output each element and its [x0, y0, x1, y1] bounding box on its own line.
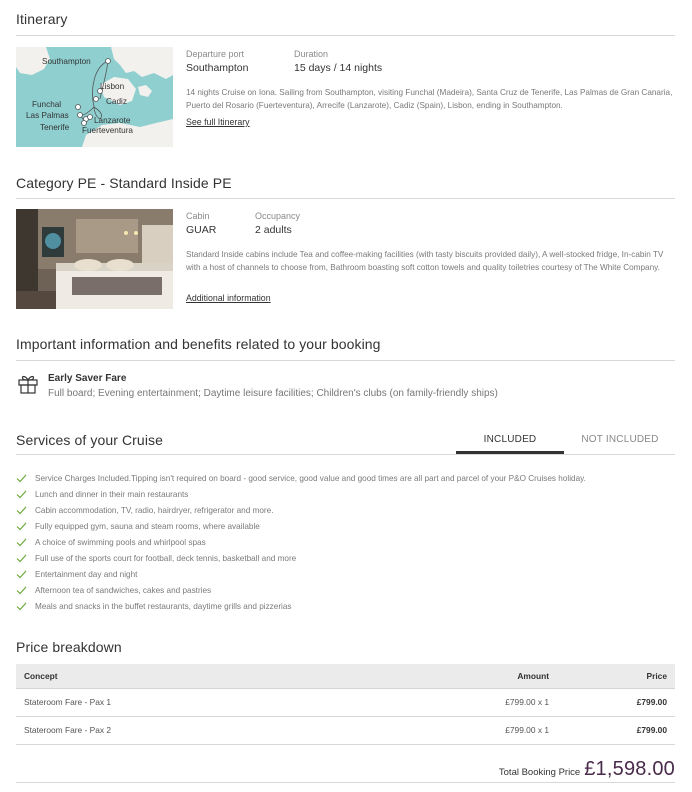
service-item-text: Full use of the sports court for football, deck tennis, basketball and more: [35, 553, 297, 563]
additional-information-link[interactable]: Additional information: [186, 293, 271, 303]
check-icon: [16, 586, 27, 595]
total-divider: [16, 782, 675, 783]
map-image: [16, 47, 173, 147]
category-title: Category PE - Standard Inside PE: [16, 175, 232, 191]
tab-included[interactable]: INCLUDED: [483, 434, 537, 445]
services-title: Services of your Cruise: [16, 432, 164, 448]
service-item-text: A choice of swimming pools and whirlpool spas: [35, 537, 206, 547]
map-label-lanzarote: Lanzarote: [94, 116, 131, 125]
cabin-photo[interactable]: [16, 209, 173, 309]
row-price: £799.00: [555, 716, 675, 744]
service-item: [16, 598, 676, 614]
row-amount: £799.00 x 1: [415, 688, 555, 716]
services-list: [16, 470, 676, 614]
itinerary-map[interactable]: [16, 47, 173, 147]
total-value: £1,598.00: [584, 758, 675, 780]
departure-port-value: Southampton: [186, 62, 249, 74]
fare-description: Full board; Evening entertainment; Daytime leisure facilities; Children's clubs (on family-friendly ships): [48, 388, 498, 399]
duration-value: 15 days / 14 nights: [294, 62, 383, 74]
benefits-title: Important information and benefits related to your booking: [16, 336, 381, 352]
row-concept: Stateroom Fare - Pax 1: [16, 688, 415, 716]
price-table: [16, 664, 675, 745]
service-item: [16, 534, 676, 550]
gift-icon: [16, 371, 40, 395]
table-row: [16, 716, 675, 744]
occupancy-label: Occupancy: [255, 211, 301, 221]
tab-included-underline: [456, 451, 564, 454]
departure-port-label: Departure port: [186, 49, 245, 59]
price-table-header: [16, 664, 675, 688]
map-label-cadiz: Cadiz: [106, 97, 127, 106]
map-label-las-palmas: Las Palmas: [26, 111, 69, 120]
check-icon: [16, 554, 27, 563]
row-concept: Stateroom Fare - Pax 2: [16, 716, 415, 744]
row-price: £799.00: [555, 688, 675, 716]
services-divider: [16, 454, 675, 455]
cabin-value: GUAR: [186, 224, 217, 236]
map-label-fuerteventura: Fuerteventura: [82, 126, 133, 135]
total-label: Total Booking Price: [498, 767, 581, 778]
service-item-text: Meals and snacks in the buffet restaurants, daytime grills and pizzerias: [35, 601, 292, 611]
service-item-text: Lunch and dinner in their main restaurants: [35, 489, 189, 499]
check-icon: [16, 474, 27, 483]
see-full-itinerary-link[interactable]: See full Itinerary: [186, 117, 250, 127]
duration-label: Duration: [294, 49, 329, 59]
service-item-text: Fully equipped gym, sauna and steam rooms, where available: [35, 521, 260, 531]
itinerary-description: 14 nights Cruise on Iona. Sailing from Southampton, visiting Funchal (Madeira), Santa Cruz de Tenerife, Las Palmas de Gran Canaria, Puerto del Rosario (Fuerteventura), Arrecife (Lanzarote), Cadiz (Spain), Lisbon, ending in Southampton.: [186, 88, 673, 111]
service-item: [16, 470, 676, 486]
service-item-text: Service Charges Included.Tipping isn't required on board - good service, good value and good times are all part and parcel of your P&O Cruises holiday.: [35, 473, 586, 483]
itinerary-divider: [16, 35, 675, 36]
check-icon: [16, 506, 27, 515]
service-item: [16, 486, 676, 502]
header-price: Price: [555, 664, 675, 688]
check-icon: [16, 602, 27, 611]
itinerary-title: Itinerary: [16, 11, 68, 27]
total-booking-price: [499, 758, 675, 781]
table-row: [16, 688, 675, 716]
service-item-text: Cabin accommodation, TV, radio, hairdryer, refrigerator and more.: [35, 505, 274, 515]
service-item: [16, 582, 676, 598]
check-icon: [16, 570, 27, 579]
service-item-text: Afternoon tea of sandwiches, cakes and pastries: [35, 585, 212, 595]
service-item: [16, 550, 676, 566]
check-icon: [16, 538, 27, 547]
check-icon: [16, 522, 27, 531]
tab-not-included[interactable]: NOT INCLUDED: [581, 434, 659, 445]
cabin-description: Standard Inside cabins include Tea and coffee-making facilities (with tasty biscuits provided daily), A well-stocked fridge, In-cabin TV with a host of channels to choose from, Bathroom boasting soft cotton towels and quality toiletries courtesy of The White Company.: [186, 250, 664, 273]
occupancy-value: 2 adults: [255, 224, 292, 236]
service-item: [16, 518, 676, 534]
cabin-image: [16, 209, 173, 309]
map-label-southampton: Southampton: [42, 57, 91, 66]
map-label-tenerife: Tenerife: [40, 123, 70, 132]
category-divider: [16, 198, 675, 199]
header-concept: Concept: [16, 664, 415, 688]
cabin-label: Cabin: [186, 211, 210, 221]
service-item: [16, 566, 676, 582]
row-amount: £799.00 x 1: [415, 716, 555, 744]
benefits-divider: [16, 360, 675, 361]
map-label-lisbon: Lisbon: [100, 82, 125, 91]
header-amount: Amount: [415, 664, 555, 688]
map-label-funchal: Funchal: [32, 100, 62, 109]
check-icon: [16, 490, 27, 499]
fare-name: Early Saver Fare: [48, 373, 127, 384]
price-breakdown-title: Price breakdown: [16, 639, 122, 655]
service-item-text: Entertainment day and night: [35, 569, 138, 579]
service-item: [16, 502, 676, 518]
